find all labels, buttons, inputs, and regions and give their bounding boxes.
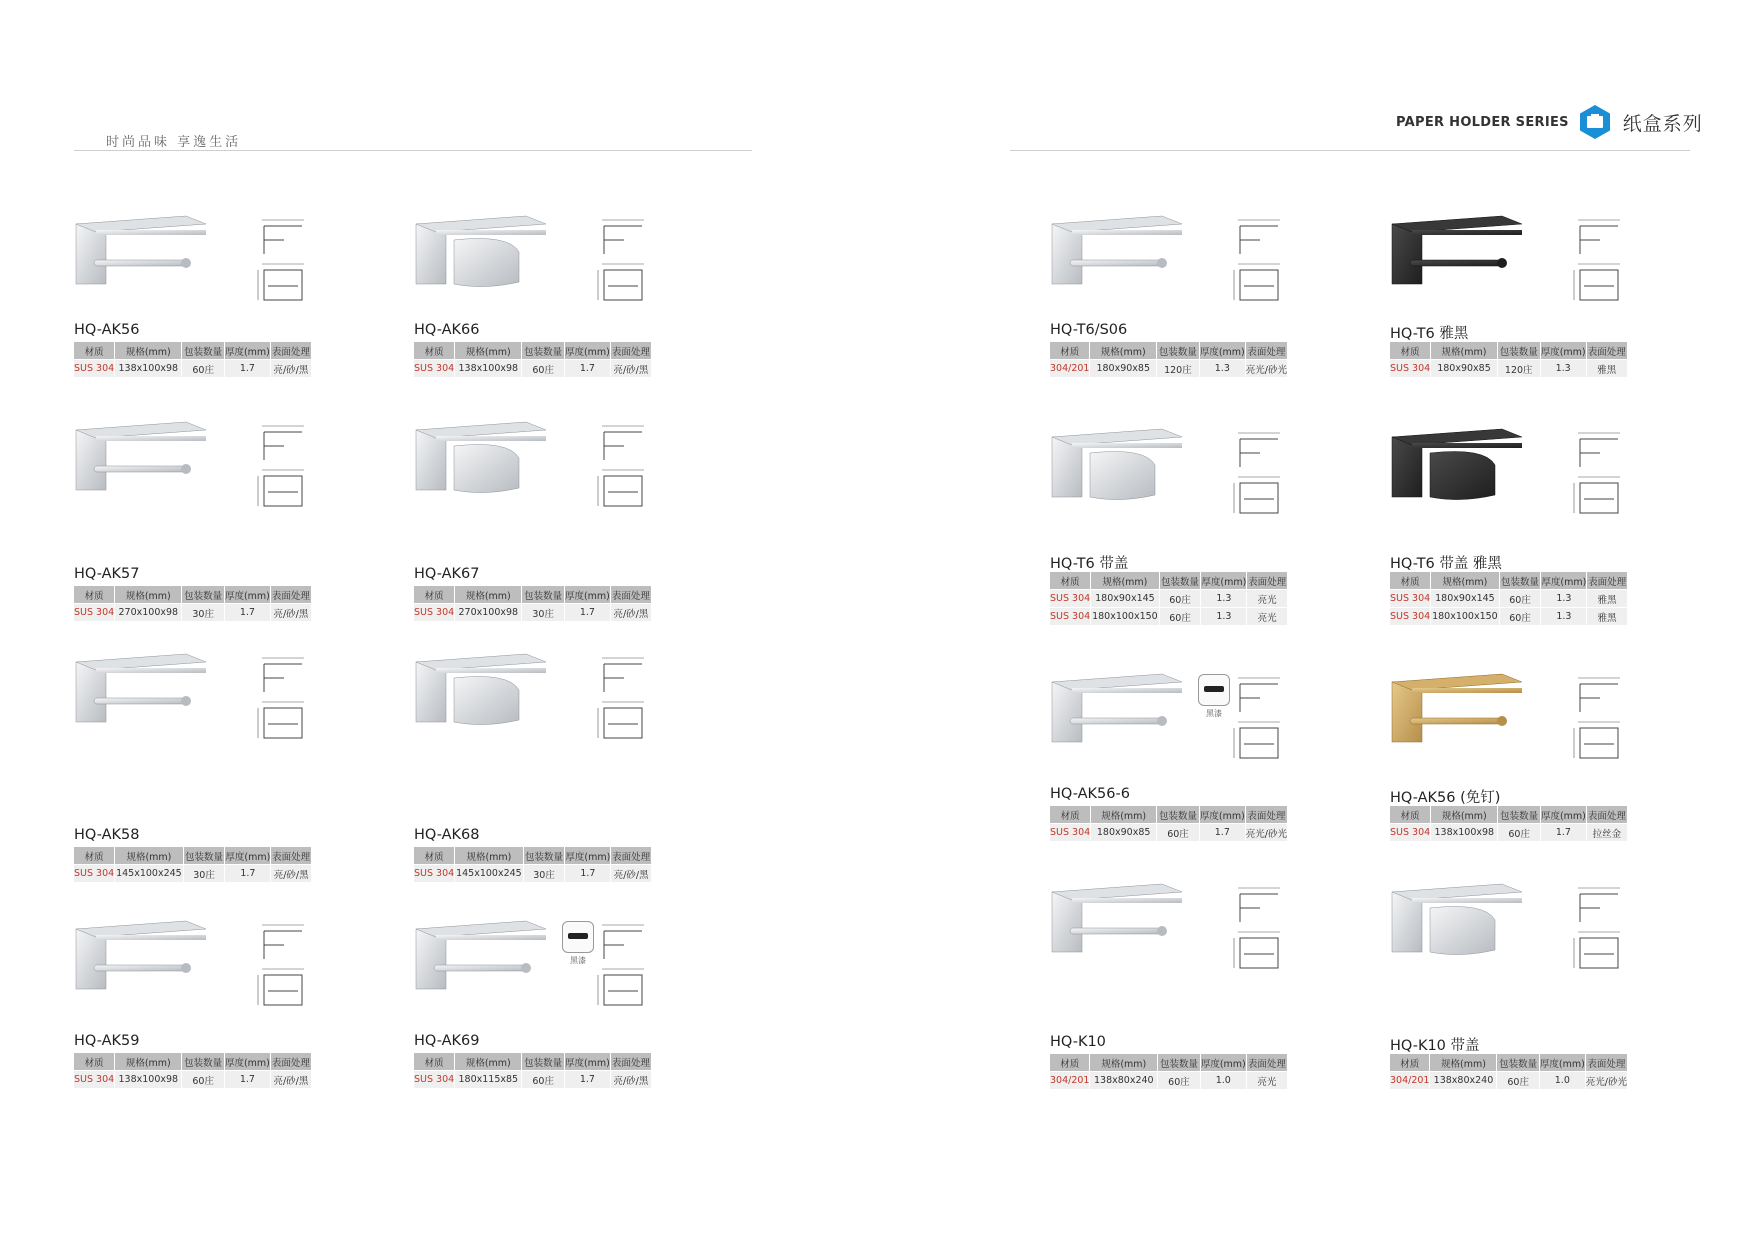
- spec-header-cell: 表面处理: [610, 342, 651, 360]
- thin-shelf-hook-holder-icon: [1050, 212, 1190, 307]
- spec-cell: 1.3: [1199, 360, 1245, 378]
- double-wide-shelf-holder-icon: [74, 418, 214, 513]
- spec-header-cell: 厚度(mm): [1200, 1054, 1246, 1072]
- dimension-drawing: [594, 650, 652, 749]
- spec-table: [74, 1053, 312, 1088]
- spec-header-cell: 厚度(mm): [224, 342, 270, 360]
- product-name: HQ-K10: [1050, 1034, 1106, 1050]
- spec-header-cell: 表面处理: [1245, 342, 1287, 360]
- spec-cell: 1.7: [224, 604, 270, 622]
- spec-cell: 亮/砂/黑: [270, 1071, 311, 1089]
- spec-row: [1390, 360, 1628, 378]
- spec-header-cell: 厚度(mm): [1199, 342, 1245, 360]
- spec-cell: 1.7: [564, 1071, 610, 1089]
- spec-cell: 304/201: [1050, 1072, 1090, 1090]
- spec-cell: 60庄: [1159, 608, 1201, 626]
- spec-cell: 1.7: [225, 865, 271, 883]
- spec-cell: 60庄: [182, 1071, 225, 1089]
- shelf-holder-phone-icon: [414, 917, 554, 1012]
- spec-header-cell: 厚度(mm): [564, 342, 610, 360]
- spec-cell: 亮光/砂光: [1585, 1072, 1627, 1090]
- product-name: HQ-AK66: [414, 322, 480, 338]
- spec-cell: 1.7: [224, 1071, 270, 1089]
- spec-header-cell: 表面处理: [1585, 1054, 1627, 1072]
- spec-header-row: [1050, 342, 1288, 360]
- spec-header-cell: 表面处理: [270, 342, 311, 360]
- spec-cell: SUS 304: [1390, 590, 1431, 608]
- spec-header-cell: 规格(mm): [115, 847, 183, 865]
- spec-cell: SUS 304: [1050, 824, 1091, 842]
- spec-header-cell: 规格(mm): [1091, 806, 1157, 824]
- spec-table: [1390, 572, 1628, 625]
- spec-header-cell: 厚度(mm): [565, 847, 611, 865]
- spec-header-cell: 规格(mm): [1431, 342, 1498, 360]
- spec-cell: 138x100x98: [115, 360, 182, 378]
- dimension-drawing: [254, 917, 312, 1016]
- spec-row: [74, 865, 312, 883]
- product-name: HQ-AK67: [414, 566, 480, 582]
- spec-header-cell: 表面处理: [610, 1053, 651, 1071]
- tissue-box-icon: [1577, 104, 1613, 140]
- spec-header-cell: 表面处理: [611, 847, 652, 865]
- spec-cell: SUS 304: [1390, 360, 1431, 378]
- product-name: HQ-AK56 (免钉): [1390, 790, 1501, 806]
- spec-header-cell: 规格(mm): [455, 342, 522, 360]
- spec-row: [1390, 824, 1628, 842]
- spec-cell: 亮光/砂光: [1245, 824, 1287, 842]
- spec-cell: 270x100x98: [115, 604, 182, 622]
- spec-table: [1050, 342, 1288, 377]
- spec-header-cell: 包装数量: [1497, 1054, 1539, 1072]
- spec-header-cell: 材质: [1050, 806, 1091, 824]
- spec-header-cell: 材质: [1050, 342, 1090, 360]
- spec-header-cell: 材质: [1390, 342, 1431, 360]
- spec-cell: 180x90x145: [1091, 590, 1159, 608]
- spec-cell: 1.7: [564, 604, 610, 622]
- spec-cell: 304/201: [1050, 360, 1090, 378]
- spec-header-cell: 厚度(mm): [1541, 572, 1587, 590]
- spec-header-row: [414, 586, 652, 604]
- product-name: HQ-AK56-6: [1050, 786, 1130, 802]
- spec-header-cell: 材质: [74, 586, 115, 604]
- dimension-drawing: [254, 212, 312, 311]
- gold-shelf-rod-holder-icon: [1390, 670, 1530, 765]
- spec-header-cell: 规格(mm): [1090, 342, 1157, 360]
- spec-header-cell: 厚度(mm): [224, 1053, 270, 1071]
- spec-cell: 1.3: [1541, 590, 1587, 608]
- spec-cell: 60庄: [522, 360, 565, 378]
- spec-row: [1390, 608, 1628, 626]
- dimension-drawing: [1570, 425, 1628, 524]
- spec-cell: 30庄: [523, 865, 565, 883]
- spec-header-cell: 表面处理: [610, 586, 651, 604]
- spec-row: [1050, 608, 1288, 626]
- spec-header-cell: 表面处理: [1247, 572, 1288, 590]
- spec-row: [1390, 590, 1628, 608]
- spec-header-cell: 材质: [414, 847, 455, 865]
- spec-cell: 亮/砂/黑: [610, 604, 651, 622]
- black-shelf-hook-holder-icon: [1390, 212, 1530, 307]
- spec-cell: 1.7: [565, 865, 611, 883]
- series-header: [1396, 104, 1703, 140]
- slogan: 时尚品味 享逸生活: [106, 135, 242, 150]
- product-name: HQ-AK58: [74, 827, 140, 843]
- spec-header-cell: 材质: [74, 847, 115, 865]
- spec-cell: SUS 304: [414, 1071, 455, 1089]
- product-name: HQ-T6 雅黑: [1390, 326, 1469, 342]
- spec-header-cell: 厚度(mm): [564, 586, 610, 604]
- dimension-drawing: [1230, 880, 1288, 979]
- covered-roll-holder-icon: [414, 212, 554, 307]
- spec-header-cell: 表面处理: [270, 1053, 311, 1071]
- spec-cell: 60庄: [1498, 824, 1541, 842]
- spec-header-cell: 包装数量: [182, 1053, 225, 1071]
- spec-cell: 60庄: [1499, 608, 1541, 626]
- spec-header-cell: 规格(mm): [115, 1053, 182, 1071]
- spec-header-cell: 规格(mm): [1431, 572, 1499, 590]
- header-divider-left: [74, 150, 752, 151]
- spec-cell: 180x100x150: [1091, 608, 1159, 626]
- series-title-en: PAPER HOLDER SERIES: [1396, 114, 1569, 130]
- spec-cell: 1.7: [1540, 824, 1586, 842]
- spec-header-cell: 表面处理: [1586, 342, 1627, 360]
- spec-header-cell: 表面处理: [1246, 1054, 1287, 1072]
- spec-header-cell: 表面处理: [1245, 806, 1287, 824]
- series-title-cn: 纸盒系列: [1622, 112, 1703, 135]
- spec-header-row: [414, 1053, 652, 1071]
- color-swatch-inset: [562, 921, 594, 965]
- spec-cell: 60庄: [1159, 590, 1201, 608]
- inset-label: 黑漆: [570, 956, 586, 965]
- spec-cell: SUS 304: [1050, 608, 1091, 626]
- dimension-drawing: [1230, 670, 1288, 769]
- spec-cell: SUS 304: [74, 865, 115, 883]
- spec-header-row: [1390, 1054, 1628, 1072]
- inset-label: 黑漆: [1206, 709, 1222, 718]
- spec-header-cell: 厚度(mm): [1201, 572, 1247, 590]
- spec-header-cell: 规格(mm): [455, 586, 522, 604]
- spec-cell: 60庄: [1157, 824, 1200, 842]
- spec-header-cell: 材质: [1390, 1054, 1430, 1072]
- spec-cell: 1.7: [564, 360, 610, 378]
- spec-cell: 120庄: [1156, 360, 1199, 378]
- spec-cell: 138x100x98: [115, 1071, 182, 1089]
- spec-cell: 亮/砂/黑: [270, 360, 311, 378]
- spec-cell: 145x100x245: [455, 865, 523, 883]
- spec-table: [414, 586, 652, 621]
- spec-cell: 180x90x85: [1091, 824, 1157, 842]
- spec-table: [1050, 806, 1288, 841]
- spec-header-cell: 规格(mm): [1431, 806, 1498, 824]
- spec-cell: 亮/砂/黑: [270, 604, 311, 622]
- spec-header-cell: 厚度(mm): [1540, 342, 1586, 360]
- spec-header-cell: 表面处理: [1586, 806, 1627, 824]
- spec-header-cell: 包装数量: [1156, 342, 1199, 360]
- spec-table: [1390, 1054, 1628, 1089]
- product-name: HQ-K10 带盖: [1390, 1038, 1480, 1054]
- spec-cell: SUS 304: [414, 604, 455, 622]
- spec-row: [1050, 824, 1288, 842]
- dimension-drawing: [254, 418, 312, 517]
- spec-cell: 180x115x85: [455, 1071, 522, 1089]
- product-name: HQ-AK59: [74, 1033, 140, 1049]
- spec-header-cell: 包装数量: [1158, 1054, 1201, 1072]
- spec-cell: 60庄: [1158, 1072, 1201, 1090]
- spec-header-cell: 材质: [1390, 572, 1431, 590]
- spec-header-row: [1390, 342, 1628, 360]
- spec-header-cell: 材质: [414, 342, 455, 360]
- spec-table: [1390, 806, 1628, 841]
- spec-header-row: [414, 342, 652, 360]
- spec-cell: 138x100x98: [1431, 824, 1498, 842]
- spec-cell: 亮/砂/黑: [271, 865, 312, 883]
- spec-cell: SUS 304: [74, 1071, 115, 1089]
- stacked-covered-holder-icon: [414, 650, 554, 745]
- spec-header-cell: 厚度(mm): [1540, 806, 1586, 824]
- spec-header-row: [74, 586, 312, 604]
- product-name: HQ-AK69: [414, 1033, 480, 1049]
- double-covered-roll-holder-icon: [414, 418, 554, 513]
- spec-cell: 180x100x150: [1431, 608, 1499, 626]
- spec-cell: SUS 304: [414, 360, 455, 378]
- spec-header-cell: 材质: [1050, 572, 1091, 590]
- spec-header-cell: 规格(mm): [1090, 1054, 1158, 1072]
- spec-header-cell: 包装数量: [183, 847, 225, 865]
- spec-header-cell: 规格(mm): [455, 1053, 522, 1071]
- spec-header-row: [414, 847, 652, 865]
- spec-cell: 180x90x85: [1090, 360, 1157, 378]
- spec-header-row: [74, 342, 312, 360]
- spec-row: [74, 360, 312, 378]
- spec-header-row: [1390, 572, 1628, 590]
- spec-cell: 60庄: [1499, 590, 1541, 608]
- spec-table: [414, 847, 652, 882]
- spec-header-cell: 规格(mm): [115, 342, 182, 360]
- spec-cell: 304/201: [1390, 1072, 1430, 1090]
- spare-roll-post-holder-icon: [1050, 880, 1190, 975]
- product-name: HQ-T6 带盖: [1050, 556, 1129, 572]
- spec-cell: 亮光: [1247, 608, 1288, 626]
- spec-cell: 雅黑: [1587, 590, 1628, 608]
- spec-cell: 1.3: [1201, 608, 1247, 626]
- dimension-drawing: [254, 650, 312, 749]
- spec-row: [414, 865, 652, 883]
- spec-cell: 亮光/砂光: [1245, 360, 1287, 378]
- box-shelf-holder-icon: [74, 917, 214, 1012]
- spare-roll-post-cover-holder-icon: [1390, 880, 1530, 975]
- spec-cell: 138x100x98: [455, 360, 522, 378]
- spec-row: [414, 360, 652, 378]
- spec-cell: 30庄: [183, 865, 225, 883]
- spec-cell: 1.3: [1541, 608, 1587, 626]
- spec-cell: SUS 304: [414, 865, 455, 883]
- spec-table: [414, 1053, 652, 1088]
- product-name: HQ-AK56: [74, 322, 140, 338]
- spec-header-cell: 表面处理: [1587, 572, 1628, 590]
- dimension-drawing: [1570, 212, 1628, 311]
- spec-header-cell: 材质: [74, 342, 115, 360]
- spec-cell: 1.7: [224, 360, 270, 378]
- spec-table: [74, 342, 312, 377]
- spec-cell: 30庄: [522, 604, 565, 622]
- spec-cell: 180x90x85: [1431, 360, 1498, 378]
- spec-header-cell: 厚度(mm): [224, 586, 270, 604]
- spec-cell: 拉丝金: [1586, 824, 1627, 842]
- spec-header-cell: 包装数量: [1499, 572, 1541, 590]
- dimension-drawing: [1230, 212, 1288, 311]
- spec-cell: 138x80x240: [1430, 1072, 1497, 1090]
- spec-cell: 亮/砂/黑: [611, 865, 652, 883]
- spec-cell: 亮光: [1246, 1072, 1287, 1090]
- dimension-drawing: [1570, 880, 1628, 979]
- spec-cell: 60庄: [522, 1071, 565, 1089]
- spec-header-row: [74, 1053, 312, 1071]
- header-divider-right: [1010, 150, 1690, 151]
- spec-cell: 60庄: [1497, 1072, 1539, 1090]
- spec-header-cell: 材质: [414, 586, 455, 604]
- color-swatch-inset: [1198, 674, 1230, 718]
- spec-header-cell: 包装数量: [522, 342, 565, 360]
- spec-cell: 1.0: [1200, 1072, 1246, 1090]
- spec-cell: SUS 304: [74, 604, 115, 622]
- shelf-cover-holder-icon: [1050, 425, 1190, 520]
- spec-cell: 1.3: [1201, 590, 1247, 608]
- dimension-drawing: [594, 212, 652, 311]
- spec-cell: 亮/砂/黑: [610, 360, 651, 378]
- spec-header-cell: 厚度(mm): [225, 847, 271, 865]
- spec-cell: SUS 304: [74, 360, 115, 378]
- dimension-drawing: [594, 917, 652, 1016]
- spec-cell: 60庄: [182, 360, 225, 378]
- spec-table: [1050, 1054, 1288, 1089]
- black-shelf-cover-holder-icon: [1390, 425, 1530, 520]
- spec-cell: 120庄: [1497, 360, 1540, 378]
- dimension-drawing: [1570, 670, 1628, 769]
- spec-table: [74, 586, 312, 621]
- spec-header-cell: 包装数量: [1498, 806, 1541, 824]
- spec-table: [1050, 572, 1288, 625]
- spec-row: [74, 1071, 312, 1089]
- spec-header-cell: 规格(mm): [455, 847, 523, 865]
- spec-header-cell: 表面处理: [271, 847, 312, 865]
- spec-header-cell: 厚度(mm): [1199, 806, 1245, 824]
- spec-header-cell: 包装数量: [523, 847, 565, 865]
- spec-header-cell: 厚度(mm): [564, 1053, 610, 1071]
- product-name: HQ-T6 带盖 雅黑: [1390, 556, 1502, 572]
- spec-table: [1390, 342, 1628, 377]
- spec-header-cell: 包装数量: [1159, 572, 1201, 590]
- spec-cell: SUS 304: [1390, 608, 1431, 626]
- spec-cell: 138x80x240: [1090, 1072, 1158, 1090]
- spec-header-row: [1050, 806, 1288, 824]
- spec-row: [1050, 590, 1288, 608]
- spec-row: [1390, 1072, 1628, 1090]
- spec-header-cell: 材质: [74, 1053, 115, 1071]
- spec-row: [414, 1071, 652, 1089]
- spec-cell: SUS 304: [1050, 590, 1091, 608]
- product-name: HQ-T6/S06: [1050, 322, 1128, 338]
- spec-cell: 270x100x98: [455, 604, 522, 622]
- spec-cell: 亮/砂/黑: [610, 1071, 651, 1089]
- spec-header-cell: 规格(mm): [1091, 572, 1159, 590]
- spec-header-row: [1050, 1054, 1288, 1072]
- product-name: HQ-AK57: [74, 566, 140, 582]
- spec-header-cell: 包装数量: [182, 586, 225, 604]
- spec-header-cell: 规格(mm): [115, 586, 182, 604]
- spec-header-cell: 包装数量: [1157, 806, 1200, 824]
- spec-row: [74, 604, 312, 622]
- spec-header-cell: 表面处理: [270, 586, 311, 604]
- spec-cell: 雅黑: [1587, 608, 1628, 626]
- spec-cell: 180x90x145: [1431, 590, 1499, 608]
- spec-cell: 1.7: [1199, 824, 1245, 842]
- spec-table: [414, 342, 652, 377]
- spec-cell: 雅黑: [1586, 360, 1627, 378]
- spec-row: [414, 604, 652, 622]
- stacked-rod-holder-icon: [74, 650, 214, 745]
- spec-header-row: [1050, 572, 1288, 590]
- spec-header-cell: 包装数量: [522, 586, 565, 604]
- spec-header-cell: 材质: [1050, 1054, 1090, 1072]
- spec-header-cell: 包装数量: [1497, 342, 1540, 360]
- spec-cell: 1.0: [1539, 1072, 1585, 1090]
- dimension-drawing: [1230, 425, 1288, 524]
- spec-cell: 1.3: [1540, 360, 1586, 378]
- spec-header-row: [1390, 806, 1628, 824]
- product-name: HQ-AK68: [414, 827, 480, 843]
- spec-header-cell: 包装数量: [182, 342, 225, 360]
- spec-row: [1050, 1072, 1288, 1090]
- spec-header-cell: 包装数量: [522, 1053, 565, 1071]
- spec-cell: 30庄: [182, 604, 225, 622]
- spec-header-cell: 材质: [414, 1053, 455, 1071]
- spec-header-cell: 材质: [1390, 806, 1431, 824]
- spec-cell: SUS 304: [1390, 824, 1431, 842]
- spec-header-cell: 厚度(mm): [1539, 1054, 1585, 1072]
- spec-header-cell: 规格(mm): [1430, 1054, 1497, 1072]
- spec-cell: 亮光: [1247, 590, 1288, 608]
- dimension-drawing: [594, 418, 652, 517]
- spec-table: [74, 847, 312, 882]
- double-rod-shelf-holder-icon: [74, 212, 214, 307]
- spec-cell: 145x100x245: [115, 865, 183, 883]
- shelf-rod-holder-icon: [1050, 670, 1190, 765]
- spec-row: [1050, 360, 1288, 378]
- spec-header-row: [74, 847, 312, 865]
